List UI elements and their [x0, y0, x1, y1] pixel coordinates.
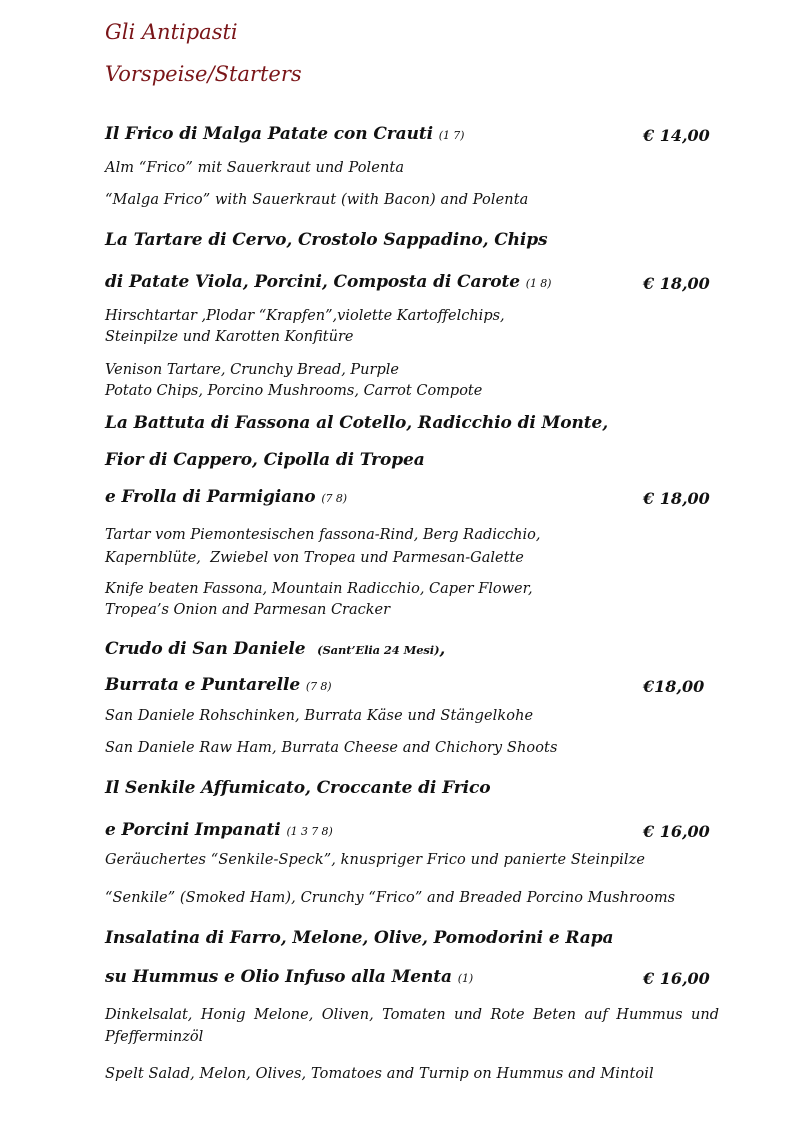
dish-description-de: Dinkelsalat, Honig Melone, Oliven, Tomaten und Rote Beten auf Hummus und Pfefferminzöl — [105, 1007, 719, 1045]
dish-description-de: San Daniele Rohschinken, Burrata Käse und Stängelkohe — [105, 708, 534, 724]
allergen-codes: (1 7) — [438, 129, 465, 142]
section-title: Gli Antipasti — [105, 20, 238, 44]
dish-name-line: Il Frico di Malga Patate con Crauti (1 7) — [105, 124, 465, 144]
dish-price: €18,00 — [643, 677, 705, 696]
dish-price: € 14,00 — [643, 126, 710, 145]
description-line: Hirschtartar ,Plodar “Krapfen”,violette Kartoffelchips, Steinpilze und Karotten Konfitüre — [105, 308, 505, 345]
dish-price: € 16,00 — [643, 822, 710, 841]
dish-description-de: Geräuchertes “Senkile-Speck”, knuspriger Frico und panierte Steinpilze — [105, 852, 645, 868]
dish-name-line: La Tartare di Cervo, Crostolo Sappadino, Chips — [105, 230, 548, 250]
allergen-codes: (1 8) — [525, 277, 552, 290]
dish-name-line: La Battuta di Fassona al Cotello, Radicchio di Monte, — [105, 413, 609, 433]
dish-description-en — [105, 579, 533, 621]
allergen-codes: (1) — [457, 972, 474, 985]
dish-description-en: Spelt Salad, Melon, Olives, Tomatoes and Turnip on Hummus and Mintoil — [105, 1066, 654, 1082]
dish-description-en: San Daniele Raw Ham, Burrata Cheese and Chichory Shoots — [105, 740, 558, 756]
dish-name-line: Fior di Cappero, Cipolla di Tropea — [105, 450, 425, 470]
dish-price: € 18,00 — [643, 274, 710, 293]
allergen-codes: (1 3 7 8) — [286, 825, 333, 838]
dish-name-line: Crudo di San Daniele (Sant’Elia 24 Mesi), — [105, 639, 446, 659]
dish-description-de — [105, 306, 505, 348]
dish-name-note: (Sant’Elia 24 Mesi) — [317, 643, 440, 657]
description-line: Knife beaten Fassona, Mountain Radicchio, Caper Flower, Tropea’s Onion and Parmesan Cracker — [105, 581, 533, 618]
description-line: Venison Tartare, Crunchy Bread, Purple Potato Chips, Porcino Mushrooms, Carrot Compote — [105, 362, 483, 399]
dish-description-de — [105, 524, 540, 570]
dish-description-en: “Malga Frico” with Sauerkraut (with Bacon) and Polenta — [105, 192, 529, 208]
dish-name-line: Il Senkile Affumicato, Croccante di Frico — [105, 778, 491, 798]
dish-name-line: Insalatina di Farro, Melone, Olive, Pomodorini e Rapa — [105, 928, 614, 948]
dish-description-en: “Senkile” (Smoked Ham), Crunchy “Frico” and Breaded Porcino Mushrooms — [105, 890, 676, 906]
dish-price: € 18,00 — [643, 489, 710, 508]
dish-price: € 16,00 — [643, 969, 710, 988]
allergen-codes: (7 8) — [321, 492, 347, 505]
allergen-codes: (7 8) — [305, 680, 332, 693]
description-line: Tartar vom Piemontesischen fassona-Rind, Berg Radicchio, Kapernblüte, Zwiebel von Tropea und Parmesan-Galette — [105, 527, 541, 566]
dish-description-de: Alm “Frico” mit Sauerkraut und Polenta — [105, 160, 405, 176]
dish-description-en — [105, 360, 482, 402]
dish-name-line: e Frolla di Parmigiano (7 8) — [105, 487, 347, 507]
dish-name-line: e Porcini Impanati (1 3 7 8) — [105, 820, 333, 840]
section-subtitle: Vorspeise/Starters — [105, 62, 302, 86]
dish-name-line: su Hummus e Olio Infuso alla Menta (1) — [105, 967, 474, 987]
dish-name-line: di Patate Viola, Porcini, Composta di Carote (1 8) — [105, 272, 552, 292]
dish-name-line: Burrata e Puntarelle (7 8) — [105, 675, 332, 695]
